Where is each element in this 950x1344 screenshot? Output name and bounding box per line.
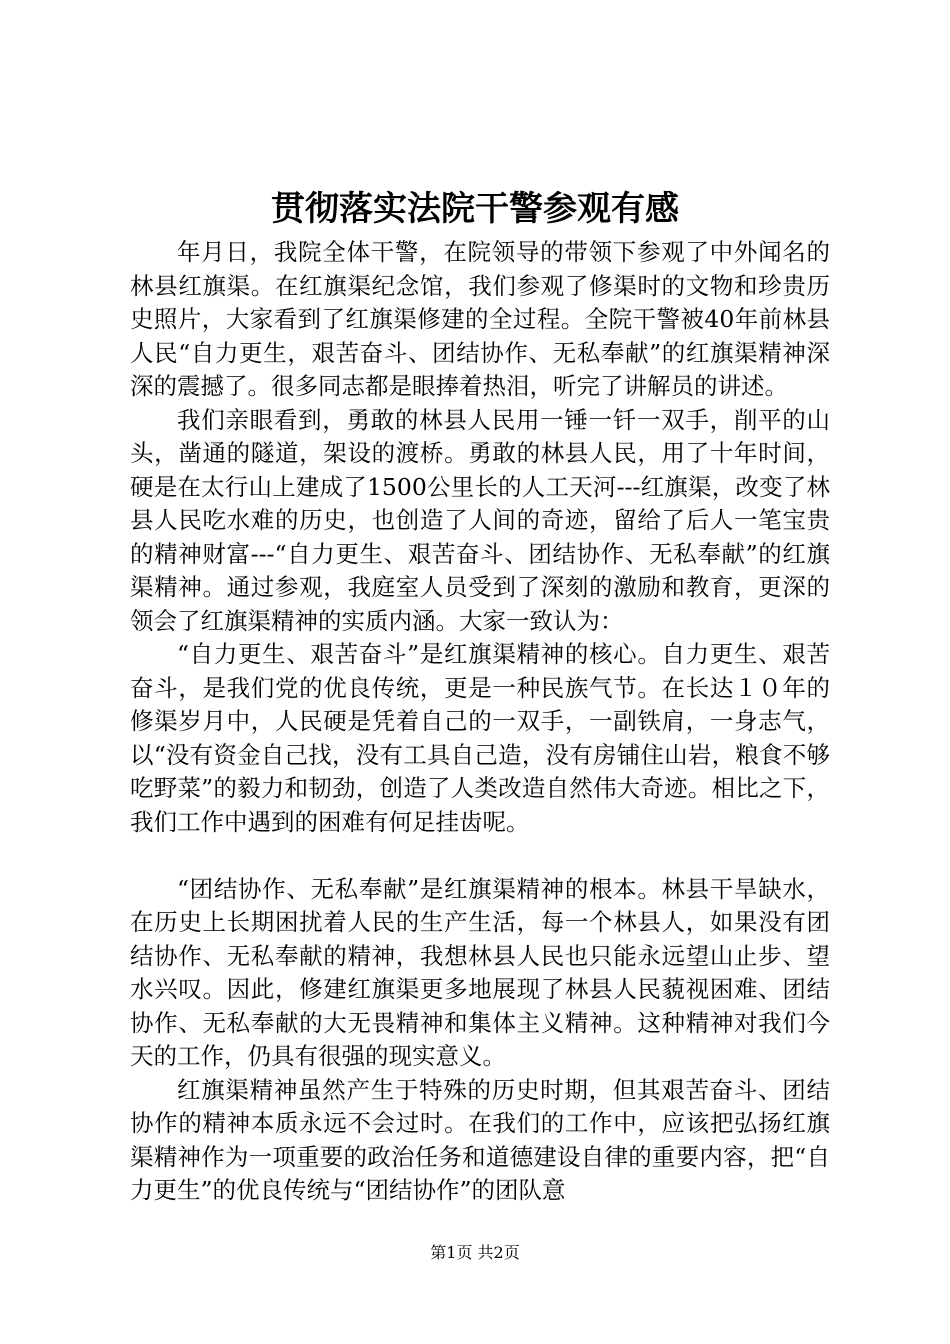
paragraph-2: 我们亲眼看到，勇敢的林县人民用一锤一钎一双手，削平的山头，凿通的隧道，架设的渡桥。勇敢的林县人民，用了十年时间，硬是在太行山上建成了1500公里长的人工天河---红旗渠，改变了林县人民吃水难的历史，也创造了人间的奇迹，留给了后人一笔宝贵的精神财富---“自力更生、艰苦奋斗、团结协作、无私奉献”的红旗渠精神。通过参观，我庭室人员受到了深刻的激励和教育，更深的领会了红旗渠精神的实质内涵。大家一致认为： [130, 405, 830, 635]
paragraph-3: “自力更生、艰苦奋斗”是红旗渠精神的核心。自力更生、艰苦奋斗，是我们党的优良传统，更是一种民族气节。在长达１０年的修渠岁月中，人民硬是凭着自己的一双手，一副铁肩，一身志气，以“没有资金自己找，没有工具自己造，没有房铺住山岩，粮食不够吃野菜”的毅力和韧劲，创造了人类改造自然伟大奇迹。相比之下，我们工作中遇到的困难有何足挂齿呢。 [130, 640, 830, 836]
page-footer: 第1页 共2页 [430, 1243, 520, 1262]
paragraph-1: 年月日，我院全体干警，在院领导的带领下参观了中外闻名的林县红旗渠。在红旗渠纪念馆，我们参观了修渠时的文物和珍贵历史照片，大家看到了红旗渠修建的全过程。全院干警被40年前林县人民“自力更生，艰苦奋斗、团结协作、无私奉献”的红旗渠精神深深的震撼了。很多同志都是眼捧着热泪，听完了讲解员的讲述。 [130, 238, 830, 400]
document-body [130, 236, 830, 1208]
paragraph-4: “团结协作、无私奉献”是红旗渠精神的根本。林县干旱缺水，在历史上长期困扰着人民的生产生活，每一个林县人，如果没有团结协作、无私奉献的精神，我想林县人民也只能永远望山止步、望水兴叹。因此，修建红旗渠更多地展现了林县人民藐视困难、团结协作、无私奉献的大无畏精神和集体主义精神。这种精神对我们今天的工作，仍具有很强的现实意义。 [130, 874, 830, 1070]
blank-line [130, 839, 830, 873]
paragraph-5: 红旗渠精神虽然产生于特殊的历史时期，但其艰苦奋斗、团结协作的精神本质永远不会过时。在我们的工作中，应该把弘扬红旗渠精神作为一项重要的政治任务和道德建设自律的重要内容，把“自力更生”的优良传统与“团结协作”的团队意 [130, 1075, 830, 1204]
page-title: 贯彻落实法院干警参观有感 [271, 189, 679, 229]
